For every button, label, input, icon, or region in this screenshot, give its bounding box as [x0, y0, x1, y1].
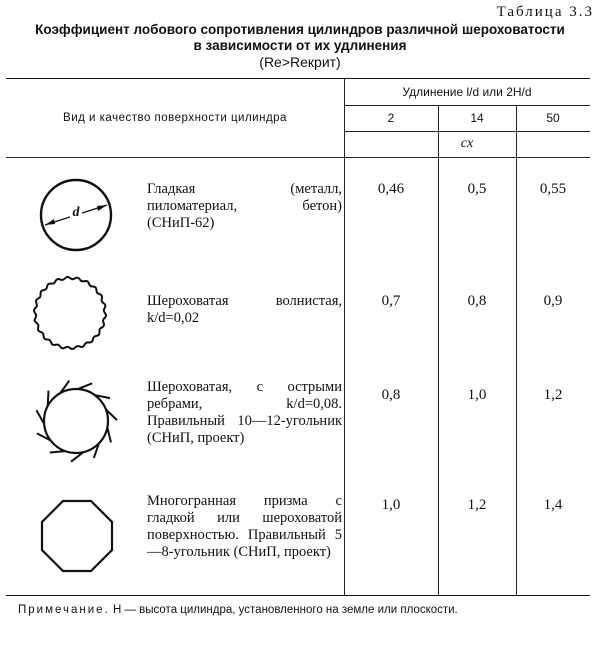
row-2-value-50: 0,9 [543, 293, 563, 309]
table-number: Таблица 3.3 [496, 4, 594, 20]
row-1-value-50: 0,55 [539, 181, 567, 197]
row-3-value-14: 1,0 [467, 387, 487, 403]
rib-mark [50, 451, 65, 452]
ribbed-circle-icon [30, 375, 122, 467]
row-4-value-2: 1,0 [381, 497, 401, 513]
row-2-value-2: 0,7 [381, 293, 401, 309]
row-2-value-14: 0,8 [467, 293, 487, 309]
header-col-14: 14 [470, 111, 484, 125]
table-note [18, 603, 588, 617]
header-surface-label: Вид и качество поверхности цилиндра [63, 112, 287, 124]
title-line-3: (Re>Reкрит) [259, 54, 341, 70]
coefficient-table [6, 78, 590, 596]
row-4-value-50: 1,4 [543, 497, 563, 513]
rib-mark [107, 427, 111, 442]
row-1-description: Гладкая (металл, пиломатериал, бетон) (СНиП-62) [147, 181, 342, 231]
title-line-2: в зависимости от их удлинения [193, 38, 407, 53]
row-4-description: Многогранная призма с гладкой или шероховатой поверхностью. Правильный 5—8-угольник (СНиП, проект) [147, 493, 342, 560]
row-3-value-50: 1,2 [543, 387, 563, 403]
grid-vline-1 [438, 105, 439, 595]
grid-vline-2 [516, 105, 517, 595]
header-elongation-label: Удлинение l/d или 2H/d [402, 85, 532, 99]
rib-mark [48, 391, 49, 406]
header-col-50: 50 [546, 111, 560, 125]
smooth-circle-icon [36, 175, 116, 255]
row-3-description: Шероховатая, с острыми ребрами, k/d=0,08. Правильный 10—12-угольник (СНиП, проект) [147, 379, 342, 446]
diameter-label: d [72, 205, 80, 220]
rib-mark [36, 410, 44, 423]
row-1-value-14: 0,5 [467, 181, 487, 197]
header-col-2: 2 [387, 111, 395, 125]
wavy-circle-icon [28, 271, 112, 355]
octagon-icon [38, 497, 116, 575]
row-1-value-2: 0,46 [377, 181, 405, 197]
grid-hline-header-bottom [6, 157, 590, 158]
row-3-value-2: 0,8 [381, 387, 401, 403]
table-title [0, 22, 600, 70]
note-label: Примечание. [18, 604, 110, 616]
row-4-value-14: 1,2 [467, 497, 487, 513]
rib-mark [78, 383, 92, 389]
row-2-description: Шероховатая волнистая, k/d=0,02 [147, 293, 342, 326]
note-text: H — высота цилиндра, установленного на земле или плоскости. [112, 604, 458, 616]
title-line-1: Коэффициент лобового сопротивления цилиндров различной шероховатости [35, 22, 565, 37]
header-cx: cx [460, 136, 474, 151]
